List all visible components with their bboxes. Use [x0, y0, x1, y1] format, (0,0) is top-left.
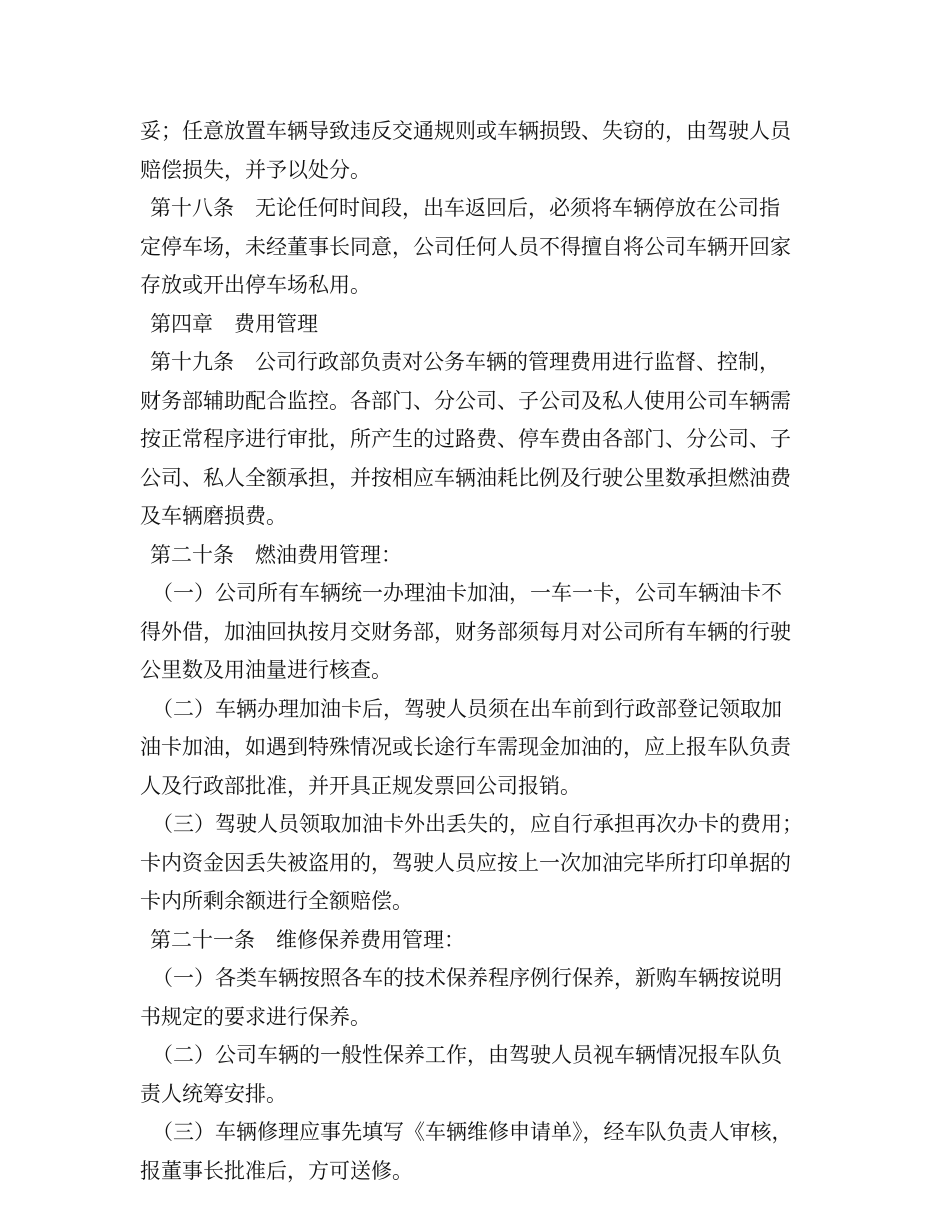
document-body [140, 112, 820, 1190]
text-line: 定停车场，未经董事长同意，公司任何人员不得擅自将公司车辆开回家 [140, 234, 791, 259]
text-line: 报董事长批准后，方可送修。 [140, 1158, 413, 1183]
clause-item: （一）各类车辆按照各车的技术保养程序例行保养，新购车辆按说明 [152, 966, 782, 990]
article-heading-19: 第十九条 公司行政部负责对公务车辆的管理费用进行监督、控制， [150, 350, 780, 374]
text-line: 人及行政部批准，并开具正规发票回公司报销。 [140, 773, 581, 798]
clause-item: （三）车辆修理应事先填写《车辆维修申请单》，经车队负责人审核， [152, 1120, 793, 1144]
text-line: 卡内资金因丢失被盗用的，驾驶人员应按上一次加油完毕所打印单据的 [140, 850, 791, 875]
text-line: 妥；任意放置车辆导致违反交通规则或车辆损毁、失窃的，由驾驶人员 [140, 119, 791, 143]
article-heading-20: 第二十条 燃油费用管理： [150, 542, 402, 567]
text-line: 得外借，加油回执按月交财务部，财务部须每月对公司所有车辆的行驶 [140, 619, 791, 644]
text-line: 油卡加油，如遇到特殊情况或长途行车需现金加油的，应上报车队负责 [140, 735, 791, 759]
clause-item: （二）车辆办理加油卡后，驾驶人员须在出车前到行政部登记领取加 [152, 696, 782, 721]
text-line: 公司、私人全额承担，并按相应车辆油耗比例及行驶公里数承担燃油费 [140, 465, 791, 490]
clause-item: （一）公司所有车辆统一办理油卡加油，一车一卡，公司车辆油卡不 [152, 581, 782, 605]
text-line: 财务部辅助配合监控。各部门、分公司、子公司及私人使用公司车辆需 [140, 388, 791, 413]
text-line: 书规定的要求进行保养。 [140, 1004, 371, 1029]
article-heading-18: 第十八条 无论任何时间段，出车返回后，必须将车辆停放在公司指 [150, 196, 780, 220]
text-line: 赔偿损失，并予以处分。 [140, 157, 371, 182]
text-line: 卡内所剩余额进行全额赔偿。 [140, 889, 413, 913]
text-line: 责人统筹安排。 [140, 1081, 287, 1106]
text-line: 公里数及用油量进行核查。 [140, 658, 392, 682]
text-line: 及车辆磨损费。 [140, 504, 287, 528]
text-line: 存放或开出停车场私用。 [140, 273, 371, 297]
text-line: 按正常程序进行审批，所产生的过路费、停车费由各部门、分公司、子 [140, 427, 791, 451]
clause-item: （三）驾驶人员领取加油卡外出丢失的，应自行承担再次办卡的费用； [152, 812, 803, 836]
article-heading-21: 第二十一条 维修保养费用管理： [150, 927, 465, 952]
chapter-heading: 第四章 费用管理 [150, 311, 318, 336]
clause-item: （二）公司车辆的一般性保养工作，由驾驶人员视车辆情况报车队负 [152, 1043, 782, 1067]
